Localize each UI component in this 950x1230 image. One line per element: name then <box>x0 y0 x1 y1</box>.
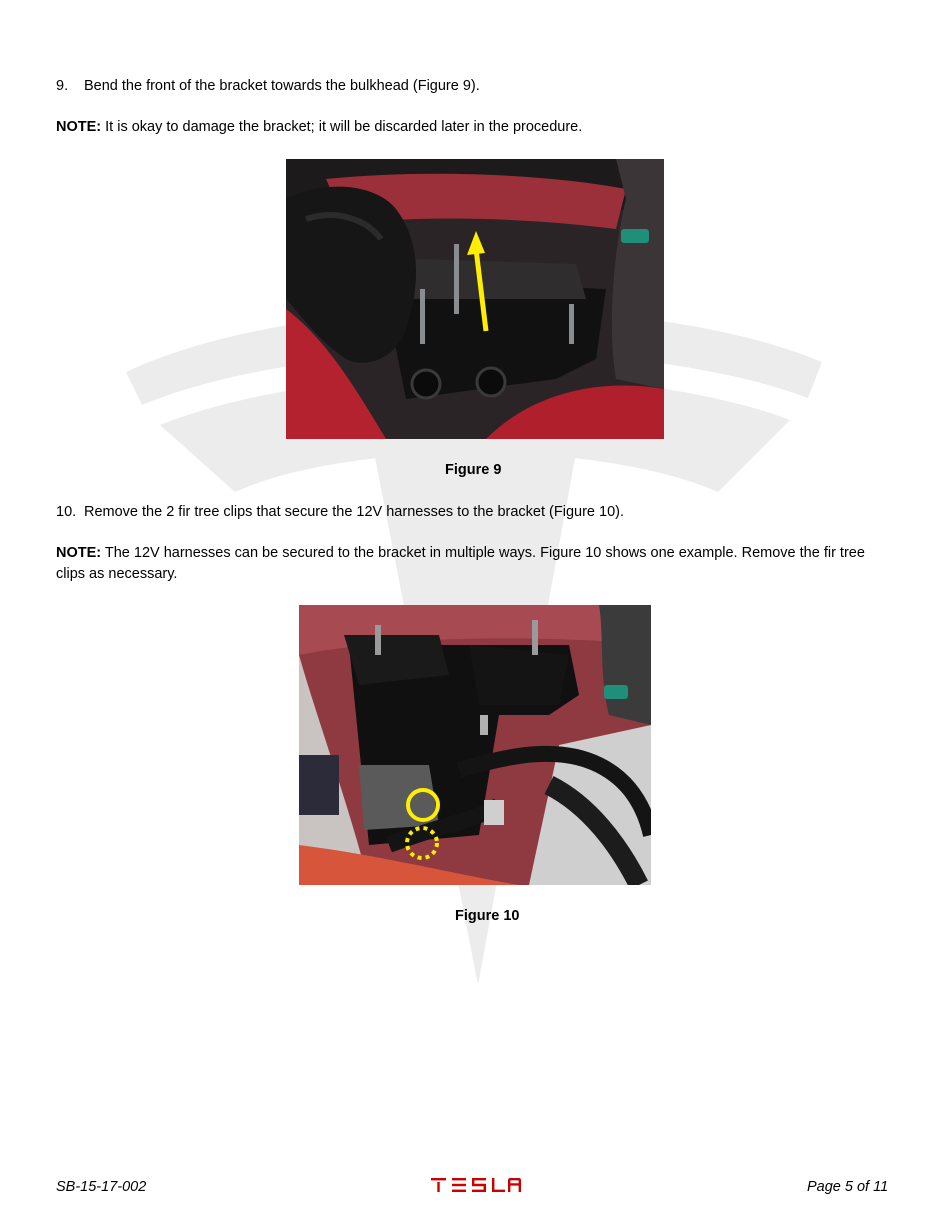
step-10 <box>56 502 896 523</box>
note-label: NOTE: <box>56 545 102 561</box>
step-number: 10. <box>56 504 77 520</box>
note-label: NOTE: <box>56 119 102 135</box>
step-text: Bend the front of the bracket towards the bulkhead (Figure 9). <box>84 78 480 94</box>
footer-page-number: Page 5 of 11 <box>807 1179 889 1195</box>
footer-doc-id: SB-15-17-002 <box>56 1179 147 1195</box>
note-step-10 <box>56 543 896 585</box>
note-step-9 <box>56 117 896 138</box>
figure-10-caption: Figure 10 <box>455 908 520 924</box>
figure-9-image <box>286 159 664 439</box>
step-9 <box>56 76 896 97</box>
note-text: It is okay to damage the bracket; it will be discarded later in the procedure. <box>101 119 583 135</box>
step-text: Remove the 2 fir tree clips that secure the 12V harnesses to the bracket (Figure 10). <box>84 504 624 520</box>
note-text: The 12V harnesses can be secured to the bracket in multiple ways. Figure 10 shows one example. Remove the fir tree clips as necessary. <box>56 545 865 582</box>
figure-9-caption: Figure 9 <box>445 462 502 478</box>
step-number: 9. <box>56 78 69 94</box>
tesla-logo-icon <box>431 1177 521 1193</box>
figure-10-image <box>299 605 651 885</box>
tesla-logo <box>431 1177 521 1193</box>
